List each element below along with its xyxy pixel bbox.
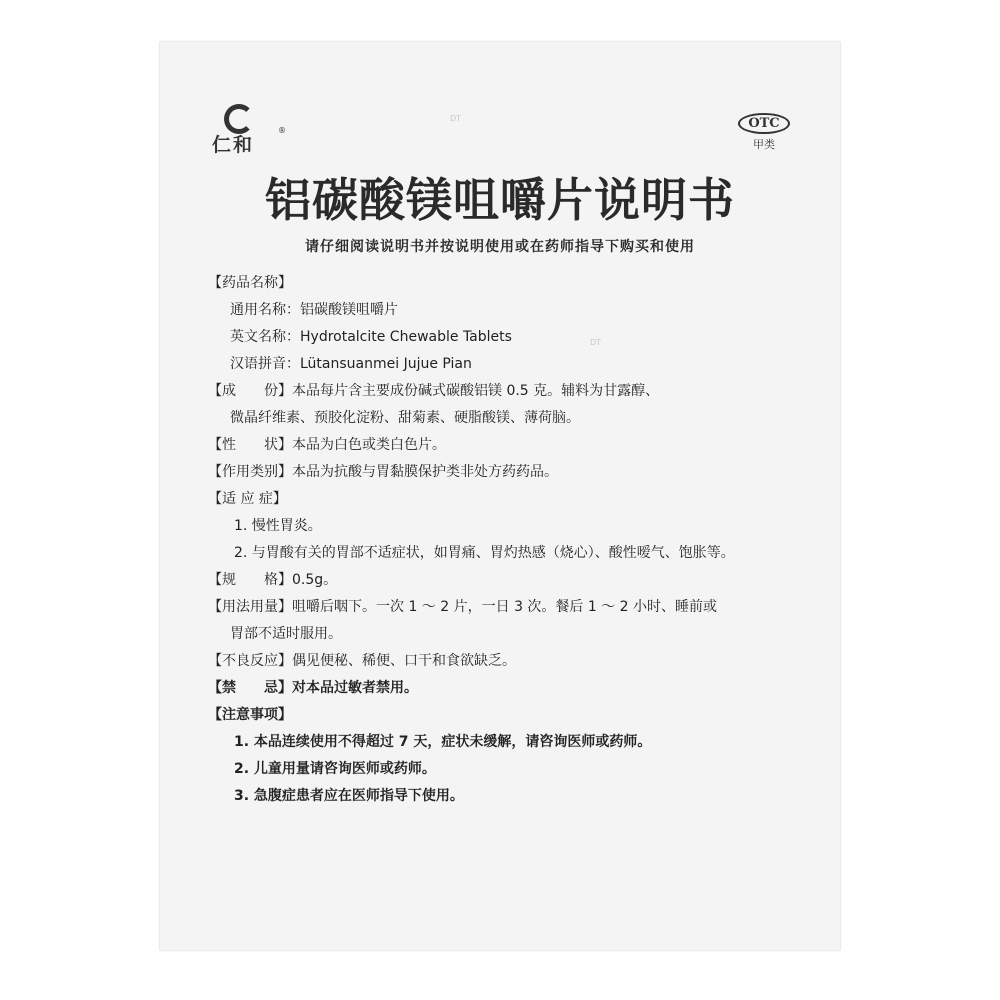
registered-mark: ®: [278, 126, 286, 135]
spec-text: 0.5g。: [292, 572, 338, 588]
otc-category: 甲类: [753, 138, 775, 151]
ingredients-row: [208, 378, 828, 405]
note-item: 2. 儿童用量请咨询医师或药师。: [234, 761, 436, 777]
english-name-value: Hydrotalcite Chewable Tablets: [300, 329, 512, 345]
indication-item: 1. 慢性胃炎。: [234, 518, 322, 534]
brand-logo: [212, 104, 284, 154]
section-label-ingredients: 【成 份】: [208, 383, 292, 399]
section-label-dosage: 【用法用量】: [208, 599, 292, 615]
note-item: 3. 急腹症患者应在医师指导下使用。: [234, 788, 464, 804]
category-text: 本品为抗酸与胃黏膜保护类非处方药药品。: [292, 464, 558, 480]
note-item: 1. 本品连续使用不得超过 7 天，症状未缓解，请咨询医师或药师。: [234, 734, 652, 750]
ingredients-text: 本品每片含主要成份碱式碳酸铝镁 0.5 克。辅料为甘露醇、: [292, 383, 660, 399]
appearance-row: [208, 432, 828, 459]
section-label-drug-name: 【药品名称】: [208, 275, 292, 291]
dosage-row: [208, 594, 828, 621]
brand-name: 仁和: [212, 134, 255, 156]
ingredients-text-cont: 微晶纤维素、预胶化淀粉、甜菊素、硬脂酸镁、薄荷脑。: [230, 410, 580, 426]
contra-row: [208, 675, 828, 702]
document-subtitle: 请仔细阅读说明书并按说明使用或在药师指导下购买和使用: [305, 239, 695, 255]
category-row: [208, 459, 828, 486]
otc-label: OTC: [738, 113, 789, 134]
generic-name-label: 通用名称：: [230, 302, 300, 318]
generic-name-value: 铝碳酸镁咀嚼片: [300, 302, 398, 318]
section-label-category: 【作用类别】: [208, 464, 292, 480]
section-label-adverse: 【不良反应】: [208, 653, 292, 669]
generic-name-row: [208, 297, 828, 324]
document-body: [208, 270, 828, 810]
section-label-contra: 【禁 忌】: [208, 680, 292, 696]
appearance-text: 本品为白色或类白色片。: [292, 437, 446, 453]
dosage-text: 咀嚼后咽下。一次 1 ～ 2 片，一日 3 次。餐后 1 ～ 2 小时、睡前或: [292, 599, 718, 615]
english-name-row: [208, 324, 828, 351]
section-label-spec: 【规 格】: [208, 572, 292, 588]
adverse-text: 偶见便秘、稀便、口干和食欲缺乏。: [292, 653, 516, 669]
pinyin-value: Lütansuanmei Jujue Pian: [300, 356, 472, 372]
otc-badge: [738, 112, 790, 152]
adverse-row: [208, 648, 828, 675]
pinyin-row: [208, 351, 828, 378]
watermark: DT: [450, 114, 462, 123]
english-name-label: 英文名称：: [230, 329, 300, 345]
indication-item: 2. 与胃酸有关的胃部不适症状，如胃痛、胃灼热感（烧心）、酸性嗳气、饱胀等。: [234, 545, 735, 561]
section-label-notes: 【注意事项】: [208, 707, 292, 723]
watermark: DT: [590, 338, 602, 347]
section-label-indications: 【适 应 症】: [208, 491, 287, 507]
document-title: 铝碳酸镁咀嚼片说明书: [265, 173, 735, 227]
pinyin-label: 汉语拼音：: [230, 356, 300, 372]
spec-row: [208, 567, 828, 594]
dosage-text-cont: 胃部不适时服用。: [230, 626, 342, 642]
section-label-appearance: 【性 状】: [208, 437, 292, 453]
contra-text: 对本品过敏者禁用。: [292, 680, 418, 696]
instruction-leaflet: [160, 42, 840, 950]
